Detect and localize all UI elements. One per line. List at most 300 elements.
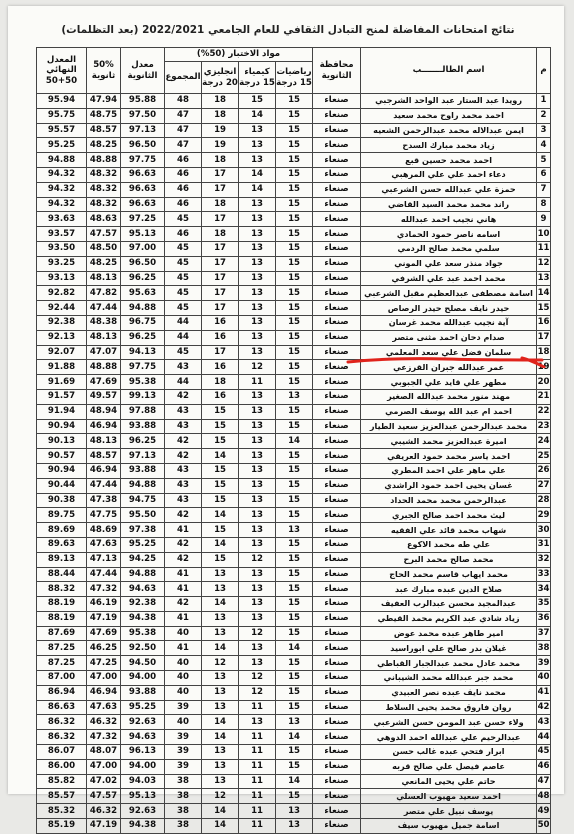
- english-score: 13: [202, 626, 239, 641]
- final-average: 91.69: [37, 375, 87, 390]
- row-seq: 10: [537, 227, 551, 242]
- chemistry-score: 11: [239, 375, 276, 390]
- governorate: صنعاء: [313, 537, 361, 552]
- secondary-50-percent: 47.02: [87, 774, 121, 789]
- table-row: [37, 671, 551, 686]
- secondary-50-percent: 47.82: [87, 286, 121, 301]
- header-exam-group: مواد الاختبار (50%): [165, 48, 313, 62]
- row-seq: 7: [537, 182, 551, 197]
- secondary-average: 94.38: [121, 819, 165, 834]
- chemistry-score: 13: [239, 493, 276, 508]
- chemistry-score: 13: [239, 138, 276, 153]
- row-seq: 3: [537, 123, 551, 138]
- final-average: 93.13: [37, 271, 87, 286]
- row-seq: 28: [537, 493, 551, 508]
- final-average: 92.44: [37, 301, 87, 316]
- student-name: رويدا عبد الستار عبد الواحد الشرجبي: [361, 94, 537, 109]
- secondary-average: 96.63: [121, 197, 165, 212]
- table-row: [37, 419, 551, 434]
- english-score: 17: [202, 345, 239, 360]
- governorate: صنعاء: [313, 493, 361, 508]
- math-score: 15: [276, 182, 313, 197]
- secondary-50-percent: 47.32: [87, 730, 121, 745]
- exam-total: 45: [165, 286, 202, 301]
- final-average: 89.63: [37, 537, 87, 552]
- governorate: صنعاء: [313, 256, 361, 271]
- row-seq: 47: [537, 774, 551, 789]
- table-row: [37, 301, 551, 316]
- student-name: عبدالمجيد محسن عبدالرب العفيف: [361, 597, 537, 612]
- math-score: 15: [276, 227, 313, 242]
- secondary-50-percent: 46.25: [87, 641, 121, 656]
- math-score: 15: [276, 330, 313, 345]
- chemistry-score: 13: [239, 315, 276, 330]
- final-average: 87.25: [37, 641, 87, 656]
- secondary-average: 94.88: [121, 301, 165, 316]
- math-score: 15: [276, 759, 313, 774]
- chemistry-score: 13: [239, 404, 276, 419]
- student-name: صلاح الدين عبده مبارك عبد: [361, 582, 537, 597]
- secondary-average: 92.38: [121, 597, 165, 612]
- governorate: صنعاء: [313, 271, 361, 286]
- exam-total: 46: [165, 197, 202, 212]
- exam-total: 48: [165, 94, 202, 109]
- math-score: 14: [276, 641, 313, 656]
- exam-total: 42: [165, 449, 202, 464]
- math-score: 15: [276, 789, 313, 804]
- student-name: احمد محمد حسين قبع: [361, 153, 537, 168]
- secondary-average: 95.88: [121, 94, 165, 109]
- chemistry-score: 13: [239, 611, 276, 626]
- header-english: انجليزي 20 درجة: [202, 62, 239, 94]
- exam-total: 42: [165, 537, 202, 552]
- chemistry-score: 13: [239, 153, 276, 168]
- secondary-50-percent: 47.69: [87, 375, 121, 390]
- secondary-50-percent: 49.57: [87, 389, 121, 404]
- english-score: 13: [202, 671, 239, 686]
- table-row: [37, 700, 551, 715]
- english-score: 14: [202, 449, 239, 464]
- student-name: اميرة عبدالعزيز محمد الشيبي: [361, 434, 537, 449]
- math-score: 15: [276, 611, 313, 626]
- table-row: [37, 241, 551, 256]
- final-average: 93.25: [37, 256, 87, 271]
- english-score: 17: [202, 167, 239, 182]
- english-score: 13: [202, 611, 239, 626]
- header-final-average: المعدل النهائي 50+50: [37, 48, 87, 94]
- math-score: 15: [276, 212, 313, 227]
- english-score: 18: [202, 108, 239, 123]
- governorate: صنعاء: [313, 567, 361, 582]
- final-average: 95.94: [37, 94, 87, 109]
- secondary-average: 96.50: [121, 256, 165, 271]
- row-seq: 39: [537, 656, 551, 671]
- english-score: 13: [202, 774, 239, 789]
- math-score: 15: [276, 582, 313, 597]
- english-score: 16: [202, 389, 239, 404]
- secondary-50-percent: 47.00: [87, 759, 121, 774]
- english-score: 15: [202, 463, 239, 478]
- secondary-50-percent: 48.57: [87, 123, 121, 138]
- secondary-average: 99.13: [121, 389, 165, 404]
- english-score: 18: [202, 227, 239, 242]
- chemistry-score: 13: [239, 123, 276, 138]
- chemistry-score: 13: [239, 419, 276, 434]
- table-row: [37, 197, 551, 212]
- secondary-average: 96.13: [121, 745, 165, 760]
- table-row: [37, 774, 551, 789]
- table-row: [37, 167, 551, 182]
- governorate: صنعاء: [313, 360, 361, 375]
- english-score: 17: [202, 271, 239, 286]
- exam-total: 46: [165, 167, 202, 182]
- secondary-average: 94.25: [121, 552, 165, 567]
- student-name: محمد نايف عبده نصر العبيدي: [361, 685, 537, 700]
- student-name: شهاب محمد قائد علي الفقيه: [361, 523, 537, 538]
- chemistry-score: 13: [239, 567, 276, 582]
- secondary-50-percent: 48.88: [87, 360, 121, 375]
- exam-total: 39: [165, 759, 202, 774]
- english-score: 14: [202, 730, 239, 745]
- table-row: [37, 523, 551, 538]
- english-score: 14: [202, 715, 239, 730]
- student-name: اسامة مصطفى عبدالعظيم مقبل الشرعبي: [361, 286, 537, 301]
- secondary-average: 96.63: [121, 182, 165, 197]
- secondary-50-percent: 48.94: [87, 404, 121, 419]
- english-score: 14: [202, 641, 239, 656]
- student-name: سلمان فضل علي سعد المعلمي: [361, 345, 537, 360]
- final-average: 94.32: [37, 167, 87, 182]
- header-governorate: محافظة الثانوية: [313, 48, 361, 94]
- english-score: 18: [202, 375, 239, 390]
- governorate: صنعاء: [313, 286, 361, 301]
- row-seq: 31: [537, 537, 551, 552]
- student-name: ليث محمد احمد صالح الجبري: [361, 508, 537, 523]
- table-row: [37, 685, 551, 700]
- governorate: صنعاء: [313, 597, 361, 612]
- math-score: 13: [276, 804, 313, 819]
- english-score: 19: [202, 138, 239, 153]
- chemistry-score: 13: [239, 715, 276, 730]
- governorate: صنعاء: [313, 123, 361, 138]
- math-score: 14: [276, 730, 313, 745]
- secondary-50-percent: 47.75: [87, 508, 121, 523]
- chemistry-score: 13: [239, 478, 276, 493]
- final-average: 93.50: [37, 241, 87, 256]
- row-seq: 16: [537, 315, 551, 330]
- secondary-50-percent: 48.32: [87, 182, 121, 197]
- governorate: صنعاء: [313, 182, 361, 197]
- exam-total: 44: [165, 315, 202, 330]
- final-average: 89.69: [37, 523, 87, 538]
- secondary-average: 92.63: [121, 804, 165, 819]
- final-average: 85.19: [37, 819, 87, 834]
- results-table: [36, 47, 551, 834]
- english-score: 13: [202, 567, 239, 582]
- governorate: صنعاء: [313, 345, 361, 360]
- math-score: 15: [276, 537, 313, 552]
- governorate: صنعاء: [313, 167, 361, 182]
- math-score: 15: [276, 271, 313, 286]
- exam-total: 38: [165, 774, 202, 789]
- math-score: 15: [276, 656, 313, 671]
- secondary-average: 93.88: [121, 419, 165, 434]
- english-score: 16: [202, 330, 239, 345]
- exam-total: 40: [165, 715, 202, 730]
- english-score: 17: [202, 286, 239, 301]
- governorate: صنعاء: [313, 94, 361, 109]
- student-name: احمد محمد راوح محمد سعيد: [361, 108, 537, 123]
- governorate: صنعاء: [313, 389, 361, 404]
- student-name: مهند منور محمد عبدالله الصغير: [361, 389, 537, 404]
- row-seq: 42: [537, 700, 551, 715]
- secondary-50-percent: 47.25: [87, 656, 121, 671]
- final-average: 92.07: [37, 345, 87, 360]
- exam-total: 43: [165, 493, 202, 508]
- exam-total: 42: [165, 508, 202, 523]
- exam-total: 42: [165, 552, 202, 567]
- math-score: 15: [276, 286, 313, 301]
- final-average: 86.63: [37, 700, 87, 715]
- english-score: 15: [202, 434, 239, 449]
- secondary-50-percent: 47.13: [87, 552, 121, 567]
- secondary-average: 96.75: [121, 315, 165, 330]
- chemistry-score: 13: [239, 271, 276, 286]
- secondary-50-percent: 48.50: [87, 241, 121, 256]
- chemistry-score: 11: [239, 759, 276, 774]
- exam-total: 47: [165, 138, 202, 153]
- student-name: علي طه محمد الاكوع: [361, 537, 537, 552]
- final-average: 89.13: [37, 552, 87, 567]
- secondary-50-percent: 47.07: [87, 345, 121, 360]
- table-row: [37, 153, 551, 168]
- governorate: صنعاء: [313, 804, 361, 819]
- row-seq: 2: [537, 108, 551, 123]
- final-average: 93.63: [37, 212, 87, 227]
- governorate: صنعاء: [313, 523, 361, 538]
- table-row: [37, 315, 551, 330]
- final-average: 88.19: [37, 611, 87, 626]
- row-seq: 33: [537, 567, 551, 582]
- chemistry-score: 11: [239, 774, 276, 789]
- math-score: 15: [276, 345, 313, 360]
- row-seq: 5: [537, 153, 551, 168]
- math-score: 15: [276, 508, 313, 523]
- table-row: [37, 123, 551, 138]
- chemistry-score: 12: [239, 626, 276, 641]
- secondary-average: 97.88: [121, 404, 165, 419]
- row-seq: 8: [537, 197, 551, 212]
- governorate: صنعاء: [313, 419, 361, 434]
- secondary-average: 94.75: [121, 493, 165, 508]
- student-name: زياد شادي عبد الكريم محمد القيطي: [361, 611, 537, 626]
- table-row: [37, 537, 551, 552]
- math-score: 15: [276, 463, 313, 478]
- secondary-average: 97.00: [121, 241, 165, 256]
- math-score: 15: [276, 315, 313, 330]
- exam-total: 42: [165, 389, 202, 404]
- table-row: [37, 759, 551, 774]
- final-average: 92.82: [37, 286, 87, 301]
- table-row: [37, 271, 551, 286]
- english-score: 17: [202, 256, 239, 271]
- final-average: 90.44: [37, 478, 87, 493]
- exam-total: 42: [165, 434, 202, 449]
- exam-total: 40: [165, 656, 202, 671]
- secondary-50-percent: 48.25: [87, 138, 121, 153]
- chemistry-score: 12: [239, 671, 276, 686]
- final-average: 95.57: [37, 123, 87, 138]
- secondary-50-percent: 47.44: [87, 478, 121, 493]
- chemistry-score: 14: [239, 167, 276, 182]
- math-score: 15: [276, 256, 313, 271]
- table-row: [37, 138, 551, 153]
- chemistry-score: 13: [239, 537, 276, 552]
- row-seq: 12: [537, 256, 551, 271]
- row-seq: 41: [537, 685, 551, 700]
- secondary-50-percent: 47.69: [87, 626, 121, 641]
- row-seq: 34: [537, 582, 551, 597]
- governorate: صنعاء: [313, 641, 361, 656]
- chemistry-score: 12: [239, 360, 276, 375]
- secondary-50-percent: 48.07: [87, 745, 121, 760]
- secondary-50-percent: 47.19: [87, 819, 121, 834]
- secondary-average: 95.50: [121, 508, 165, 523]
- final-average: 90.57: [37, 449, 87, 464]
- table-row: [37, 434, 551, 449]
- exam-total: 43: [165, 478, 202, 493]
- secondary-50-percent: 47.63: [87, 700, 121, 715]
- secondary-average: 93.88: [121, 685, 165, 700]
- governorate: صنعاء: [313, 478, 361, 493]
- exam-total: 43: [165, 463, 202, 478]
- secondary-50-percent: 48.63: [87, 212, 121, 227]
- final-average: 90.38: [37, 493, 87, 508]
- secondary-average: 93.88: [121, 463, 165, 478]
- row-seq: 36: [537, 611, 551, 626]
- row-seq: 22: [537, 404, 551, 419]
- chemistry-score: 11: [239, 819, 276, 834]
- secondary-50-percent: 47.57: [87, 789, 121, 804]
- governorate: صنعاء: [313, 138, 361, 153]
- student-name: عبدالرحمن محمد محمد الحداد: [361, 493, 537, 508]
- row-seq: 14: [537, 286, 551, 301]
- student-name: محمد صالح محمد البرح: [361, 552, 537, 567]
- chemistry-score: 13: [239, 463, 276, 478]
- math-score: 15: [276, 153, 313, 168]
- exam-total: 44: [165, 330, 202, 345]
- math-score: 13: [276, 389, 313, 404]
- table-row: [37, 389, 551, 404]
- secondary-50-percent: 48.57: [87, 449, 121, 464]
- student-name: سلمي محمد صالح الردمي: [361, 241, 537, 256]
- exam-total: 46: [165, 182, 202, 197]
- table-row: [37, 330, 551, 345]
- exam-total: 46: [165, 153, 202, 168]
- student-name: ايمن عبدالاله محمد عبدالرحمن الشعيه: [361, 123, 537, 138]
- final-average: 94.32: [37, 197, 87, 212]
- header-total: المجموع: [165, 62, 202, 94]
- row-seq: 50: [537, 819, 551, 834]
- secondary-average: 96.25: [121, 330, 165, 345]
- secondary-50-percent: 47.38: [87, 493, 121, 508]
- governorate: صنعاء: [313, 774, 361, 789]
- english-score: 14: [202, 819, 239, 834]
- exam-total: 39: [165, 745, 202, 760]
- governorate: صنعاء: [313, 301, 361, 316]
- english-score: 18: [202, 94, 239, 109]
- chemistry-score: 13: [239, 286, 276, 301]
- english-score: 14: [202, 508, 239, 523]
- math-score: 13: [276, 819, 313, 834]
- final-average: 94.32: [37, 182, 87, 197]
- student-name: آية نجيب عبدالله محمد غرسان: [361, 315, 537, 330]
- row-seq: 46: [537, 759, 551, 774]
- secondary-50-percent: 46.19: [87, 597, 121, 612]
- math-score: 13: [276, 523, 313, 538]
- row-seq: 18: [537, 345, 551, 360]
- student-name: علي ماهر علي احمد المطري: [361, 463, 537, 478]
- secondary-50-percent: 47.19: [87, 611, 121, 626]
- student-name: مطهر علي قايد علي الجبوبي: [361, 375, 537, 390]
- math-score: 15: [276, 375, 313, 390]
- student-name: جواد منذر سعد علي الموني: [361, 256, 537, 271]
- row-seq: 19: [537, 360, 551, 375]
- governorate: صنعاء: [313, 212, 361, 227]
- english-score: 15: [202, 419, 239, 434]
- secondary-average: 97.38: [121, 523, 165, 538]
- final-average: 86.32: [37, 715, 87, 730]
- secondary-50-percent: 48.88: [87, 153, 121, 168]
- english-score: 13: [202, 745, 239, 760]
- exam-total: 45: [165, 256, 202, 271]
- chemistry-score: 13: [239, 241, 276, 256]
- table-row: [37, 508, 551, 523]
- secondary-50-percent: 47.00: [87, 671, 121, 686]
- governorate: صنعاء: [313, 626, 361, 641]
- secondary-average: 96.63: [121, 167, 165, 182]
- chemistry-score: 12: [239, 685, 276, 700]
- chemistry-score: 11: [239, 730, 276, 745]
- final-average: 94.88: [37, 153, 87, 168]
- row-seq: 49: [537, 804, 551, 819]
- math-score: 13: [276, 715, 313, 730]
- secondary-50-percent: 46.32: [87, 715, 121, 730]
- document-page: [8, 6, 564, 831]
- final-average: 86.07: [37, 745, 87, 760]
- exam-total: 41: [165, 523, 202, 538]
- english-score: 14: [202, 597, 239, 612]
- row-seq: 48: [537, 789, 551, 804]
- row-seq: 37: [537, 626, 551, 641]
- final-average: 95.75: [37, 108, 87, 123]
- table-row: [37, 286, 551, 301]
- english-score: 17: [202, 212, 239, 227]
- secondary-average: 96.25: [121, 271, 165, 286]
- secondary-average: 92.50: [121, 641, 165, 656]
- secondary-average: 97.13: [121, 449, 165, 464]
- math-score: 15: [276, 108, 313, 123]
- student-name: يوسف نبيل علي متصر: [361, 804, 537, 819]
- table-row: [37, 567, 551, 582]
- chemistry-score: 13: [239, 301, 276, 316]
- english-score: 13: [202, 685, 239, 700]
- student-name: محمد جبر عبدالله محمد الشيباني: [361, 671, 537, 686]
- table-row: [37, 804, 551, 819]
- final-average: 91.94: [37, 404, 87, 419]
- row-seq: 32: [537, 552, 551, 567]
- row-seq: 45: [537, 745, 551, 760]
